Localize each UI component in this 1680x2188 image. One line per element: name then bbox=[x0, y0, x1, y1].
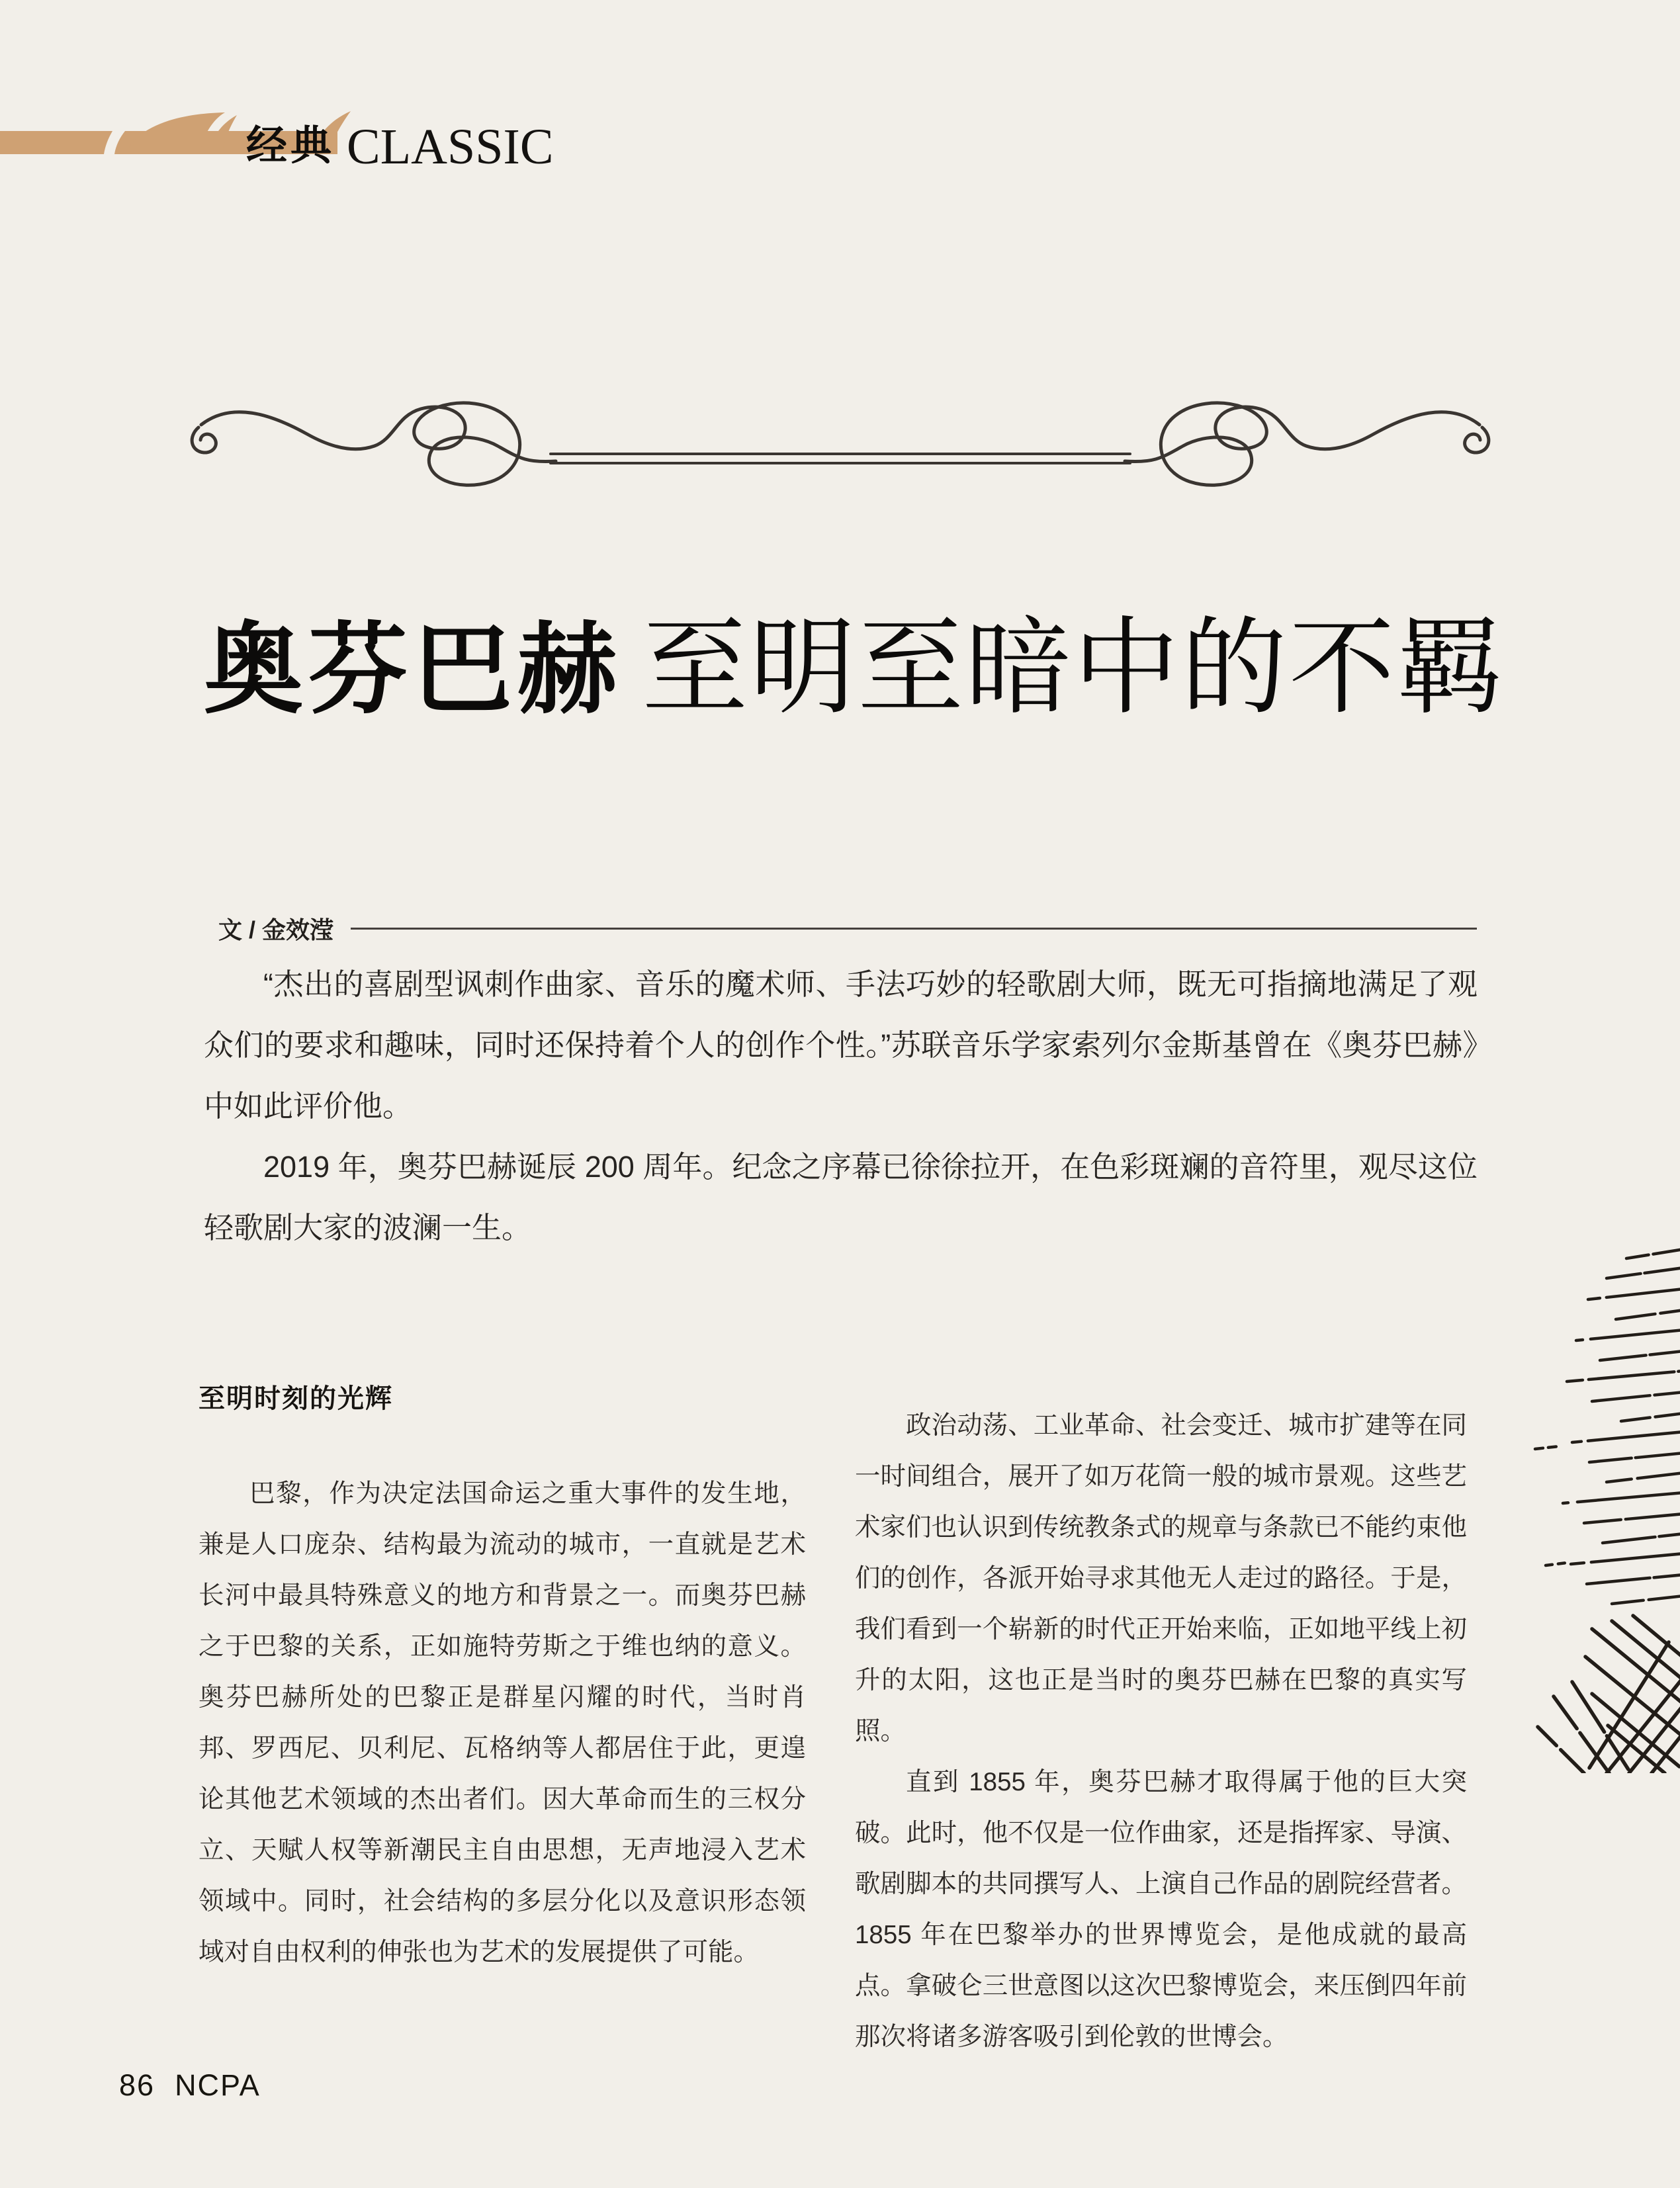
body-paragraph: 巴黎，作为决定法国命运之重大事件的发生地，兼是人口庞杂、结构最为流动的城市，一直就是艺术长河中最具特殊意义的地方和背景之一。而奥芬巴赫之于巴黎的关系，正如施特劳斯之于维也纳的意义。奥芬巴赫所处的巴黎正是群星闪耀的时代，当时肖邦、罗西尼、贝利尼、瓦格纳等人都居住于此，更遑论其他艺术领域的杰出者们。因大革命而生的三权分立、天赋人权等新潮民主自由思想，无声地浸入艺术领域中。同时，社会结构的多层分化以及意识形态领域对自由权利的伸张也为艺术的发展提供了可能。 bbox=[199, 1479, 806, 1966]
article-title bbox=[204, 609, 1527, 727]
section-label-zh: 经典 bbox=[246, 123, 335, 169]
lede-paragraph: “杰出的喜剧型讽刺作曲家、音乐的魔术师、手法巧妙的轻歌剧大师，既无可指摘地满足了观众们的要求和趣味，同时还保持着个人的创作个性。”苏联音乐学家索列尔金斯基曾在《奥芬巴赫》中如此评价他。 bbox=[204, 967, 1478, 1123]
flourish-divider-icon bbox=[185, 384, 1495, 500]
byline bbox=[218, 912, 1477, 945]
byline-rule bbox=[351, 928, 1477, 930]
title-composer-name: 奥芬巴赫 bbox=[204, 614, 623, 725]
body-paragraph: 政治动荡、工业革命、社会变迁、城市扩建等在同一时间组合，展开了如万花筒一般的城市景观。这些艺术家们也认识到传统教条式的规章与条款已不能约束他们的创作，各派开始寻求其他无人走过的路径。于是，我们看到一个崭新的时代正开始来临，正如地平线上初升的太阳，这也正是当时的奥芬巴赫在巴黎的真实写照。 bbox=[855, 1411, 1467, 1745]
header-banner bbox=[0, 106, 554, 179]
pen-sketch-illustration-icon bbox=[1528, 1237, 1680, 1773]
body-column-right bbox=[855, 1400, 1467, 2062]
section-heading: 至明时刻的光辉 bbox=[199, 1384, 393, 1413]
page-footer bbox=[119, 2068, 261, 2103]
page-number: 86 bbox=[119, 2068, 155, 2102]
lede-paragraph: 2019 年，奥芬巴赫诞辰 200 周年。纪念之序幕已徐徐拉开，在色彩斑斓的音符里，观尽这位轻歌剧大家的波澜一生。 bbox=[204, 1150, 1478, 1245]
section-label-en: CLASSIC bbox=[347, 119, 554, 175]
byline-author: 文 / 金效滢 bbox=[218, 916, 334, 943]
article-lede bbox=[204, 954, 1478, 1258]
body-column-left bbox=[199, 1378, 806, 1978]
body-paragraph: 直到 1855 年，奥芬巴赫才取得属于他的巨大突破。此时，他不仅是一位作曲家，还是指挥家、导演、歌剧脚本的共同撰写人、上演自己作品的剧院经营者。1855 年在巴黎举办的世界博览会，是他成就的最高点。拿破仑三世意图以这次巴黎博览会，来压倒四年前那次将诸多游客吸引到伦敦的世博会。 bbox=[855, 1768, 1467, 2051]
title-subtitle: 至明至暗中的不羁 bbox=[642, 609, 1505, 727]
magazine-brand: NCPA bbox=[175, 2068, 261, 2102]
